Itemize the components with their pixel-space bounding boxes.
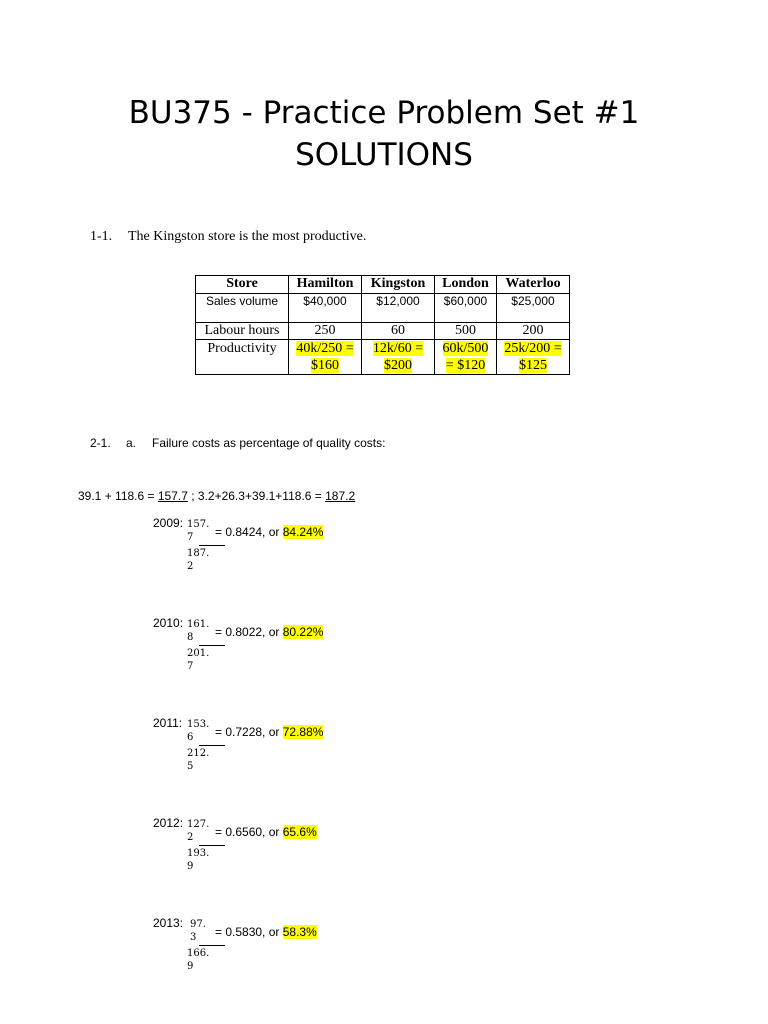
num-part: 7 [187,532,194,543]
table-cell: $12,000 [362,294,435,323]
result-text [215,625,323,639]
fraction-bar [199,645,225,646]
fraction-bar [199,945,225,946]
year-label: 2011: [153,716,183,730]
sum-result-b: 187.2 [325,489,356,503]
highlight: 12k/60 = [372,341,424,356]
result-text [215,925,317,939]
table-cell [497,340,570,375]
ratio: = 0.8022, or [215,625,283,639]
title-line-1: BU375 - Practice Problem Set #1 [128,95,640,131]
highlight: = $120 [445,358,486,373]
percentage-highlight: 65.6% [282,825,317,839]
ratio: = 0.6560, or [215,825,283,839]
problem-1-1 [90,229,366,245]
highlight: 60k/500 [442,341,489,356]
num-part: 161. [187,619,210,630]
den-part: 212. [187,748,210,759]
fraction-bar [199,545,225,546]
denominator [187,747,209,773]
problem-part: a. [126,436,137,450]
num-part: 8 [187,632,194,643]
den-part: 201. [187,648,210,659]
highlight: 40k/250 = [296,341,354,356]
ratio: = 0.5830, or [215,925,283,939]
num-part: 97. [190,919,206,930]
table-row [196,323,570,340]
ratio: = 0.8424, or [215,525,283,539]
sum-part-b: ; 3.2+26.3+39.1+118.6 = [187,489,326,503]
ratio: = 0.7228, or [215,725,283,739]
percentage-highlight: 84.24% [282,525,324,539]
result-text [215,725,323,739]
highlight: $200 [384,358,412,373]
table-header-row [196,276,570,294]
num-part: 157. [187,519,210,530]
row-label: Labour hours [196,323,289,340]
table-cell: $60,000 [435,294,497,323]
result-text [215,825,317,839]
row-label: Productivity [196,340,289,375]
header-store: Store [196,276,289,294]
sum-line [78,489,355,503]
num-part: 2 [187,832,194,843]
table-cell: 60 [362,323,435,340]
year-label: 2010: [153,616,184,630]
denominator [187,547,209,573]
page-title [0,92,768,176]
year-label: 2013: [153,916,184,930]
percentage-highlight: 72.88% [282,725,324,739]
table-cell [289,340,362,375]
table-cell: $40,000 [289,294,362,323]
header-hamilton: Hamilton [289,276,362,294]
table-cell: 200 [497,323,570,340]
numerator [187,518,209,544]
den-part: 187. [187,548,210,559]
problem-text: The Kingston store is the most productive. [128,229,367,244]
year-label: 2012: [153,816,184,830]
den-part: 166. [187,948,210,959]
title-line-2: SOLUTIONS [295,137,473,173]
num-part: 6 [187,732,194,743]
header-waterloo: Waterloo [497,276,570,294]
den-part: 2 [187,561,194,572]
percentage-highlight: 58.3% [282,925,317,939]
sum-result-a: 157.7 [157,489,188,503]
table-cell: 500 [435,323,497,340]
den-part: 9 [187,861,194,872]
numerator [187,818,209,844]
fraction-bar [199,845,225,846]
den-part: 9 [187,961,194,972]
num-part: 3 [190,932,197,943]
percentage-highlight: 80.22% [282,625,324,639]
result-text [215,525,323,539]
problem-2-1 [90,436,385,450]
num-part: 153. [187,719,210,730]
year-label: 2009: [153,516,184,530]
den-part: 193. [187,848,210,859]
numerator [190,918,206,944]
den-part: 7 [187,661,194,672]
num-part: 127. [187,819,210,830]
highlight: 25k/200 = [504,341,562,356]
header-london: London [435,276,497,294]
numerator [187,718,209,744]
fraction-bar [199,745,225,746]
problem-text: Failure costs as percentage of quality costs: [152,436,386,450]
problem-number: 1-1. [90,229,113,244]
numerator [187,618,209,644]
table-row [196,294,570,323]
highlight: $160 [311,358,339,373]
highlight: $125 [519,358,547,373]
table-cell: 250 [289,323,362,340]
sum-part-a: 39.1 + 118.6 = [78,489,158,503]
denominator [187,647,209,673]
table-row [196,340,570,375]
denominator [187,847,209,873]
productivity-table [195,275,570,375]
denominator [187,947,209,973]
table-cell: $25,000 [497,294,570,323]
row-label: Sales volume [196,294,289,323]
problem-number: 2-1. [90,436,111,450]
table-cell [362,340,435,375]
den-part: 5 [187,761,194,772]
header-kingston: Kingston [362,276,435,294]
table-cell [435,340,497,375]
